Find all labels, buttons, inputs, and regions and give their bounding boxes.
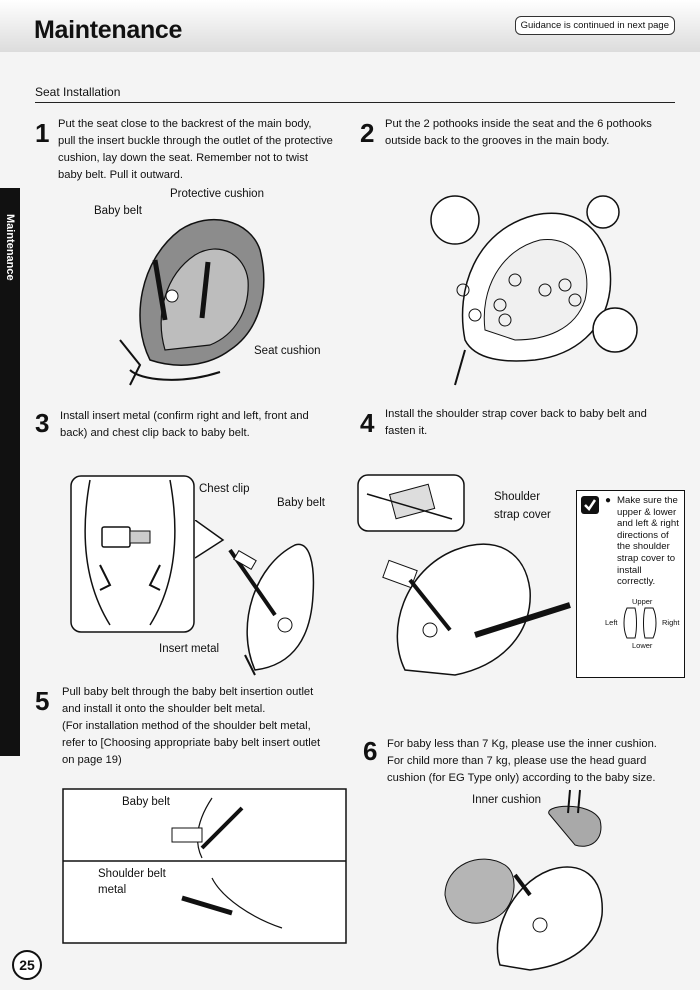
step-5-illustration <box>62 788 347 944</box>
step-5-line: Pull baby belt through the baby belt insertion outlet <box>62 686 314 698</box>
step-1-line: pull the insert buckle through the outlet of the protective <box>58 135 333 147</box>
label-strap-cover: strap cover <box>494 509 551 521</box>
step-4-line: fasten it. <box>385 425 428 437</box>
label-insert-metal: Insert metal <box>159 643 220 655</box>
step-1-illustration <box>110 200 280 390</box>
step-2-illustration <box>425 190 645 390</box>
note-line: correctly. <box>617 576 656 588</box>
note-box <box>576 490 685 678</box>
page-header <box>0 0 700 52</box>
step-6-line: For child more than 7 kg, please use the head guard <box>387 755 647 767</box>
step-3-illustration <box>215 505 315 680</box>
note-line: and left & right <box>617 518 679 530</box>
side-tab-label: Maintenance <box>4 214 16 281</box>
direction-right: Right <box>662 618 680 627</box>
step-3-number: 3 <box>35 408 50 438</box>
label-chest-clip: Chest clip <box>199 483 250 495</box>
label-shoulder: Shoulder <box>494 491 541 503</box>
label-metal: metal <box>98 884 127 896</box>
note-text <box>617 495 681 588</box>
step-3-line: Install insert metal (confirm right and left, front and <box>60 410 309 422</box>
label-inner-cushion: Inner cushion <box>472 794 542 806</box>
step-3-line: back) and chest clip back to baby belt. <box>60 427 250 439</box>
label-protective-cushion: Protective cushion <box>170 188 264 200</box>
direction-left: Left <box>605 618 618 627</box>
note-line: the shoulder <box>617 541 670 553</box>
step-3-text <box>60 408 350 442</box>
note-line: Make sure the <box>617 495 678 506</box>
section-divider <box>35 102 675 103</box>
note-line: directions of <box>617 529 669 541</box>
label-baby-belt-5: Baby belt <box>122 796 170 808</box>
guidance-badge: Guidance is continued in next page <box>515 16 675 35</box>
step-6-line: cushion (for EG Type only) according to the baby size. <box>387 772 656 784</box>
step-3-detail-box <box>70 475 195 633</box>
note-line: upper & lower <box>617 506 677 518</box>
step-1-number: 1 <box>35 118 50 148</box>
step-2-number: 2 <box>360 118 375 148</box>
step-6-illustration <box>440 785 610 975</box>
step-5-number: 5 <box>35 686 50 716</box>
step-1-line: baby belt. Pull it outward. <box>58 169 183 181</box>
step-1-line: Put the seat close to the backrest of the main body, <box>58 118 312 130</box>
label-baby-belt-1: Baby belt <box>94 205 142 217</box>
step-4-line: Install the shoulder strap cover back to baby belt and <box>385 408 647 420</box>
note-line: install <box>617 564 642 576</box>
step-4-number: 4 <box>360 408 375 438</box>
checkmark-note-icon <box>581 496 599 514</box>
label-seat-cushion: Seat cushion <box>254 345 321 357</box>
step-5-line: on page 19) <box>62 754 122 766</box>
step-1-line: cushion, lay down the seat. Remember not to twist <box>58 152 308 164</box>
direction-lower: Lower <box>632 641 653 650</box>
strap-cover-diagram <box>621 606 659 640</box>
step-5-line: (For installation method of the shoulder belt metal, <box>62 720 311 732</box>
step-5-line: and install it onto the shoulder belt metal. <box>62 703 266 715</box>
step-1-text <box>58 116 358 184</box>
page-number: 25 <box>12 950 42 980</box>
label-shoulder-belt: Shoulder belt <box>98 868 166 880</box>
step-2-line: Put the 2 pothooks inside the seat and the 6 pothooks <box>385 118 652 130</box>
step-4-text <box>385 406 685 440</box>
step-6-text <box>387 736 687 787</box>
step-5-text <box>62 684 362 769</box>
step-2-text <box>385 116 685 150</box>
note-line: strap cover to <box>617 552 676 564</box>
step-6-line: For baby less than 7 Kg, please use the inner cushion. <box>387 738 657 750</box>
step-6-number: 6 <box>363 736 378 766</box>
note-bullet: ● <box>605 495 612 506</box>
label-baby-belt-3: Baby belt <box>277 497 325 509</box>
step-5-line: refer to [Choosing appropriate baby belt insert outlet <box>62 737 321 749</box>
page-title: Maintenance <box>34 16 183 44</box>
step-2-line: outside back to the grooves in the main body. <box>385 135 610 147</box>
section-title: Seat Installation <box>35 85 121 99</box>
direction-upper: Upper <box>632 597 653 606</box>
step-4-illustration <box>375 520 575 685</box>
